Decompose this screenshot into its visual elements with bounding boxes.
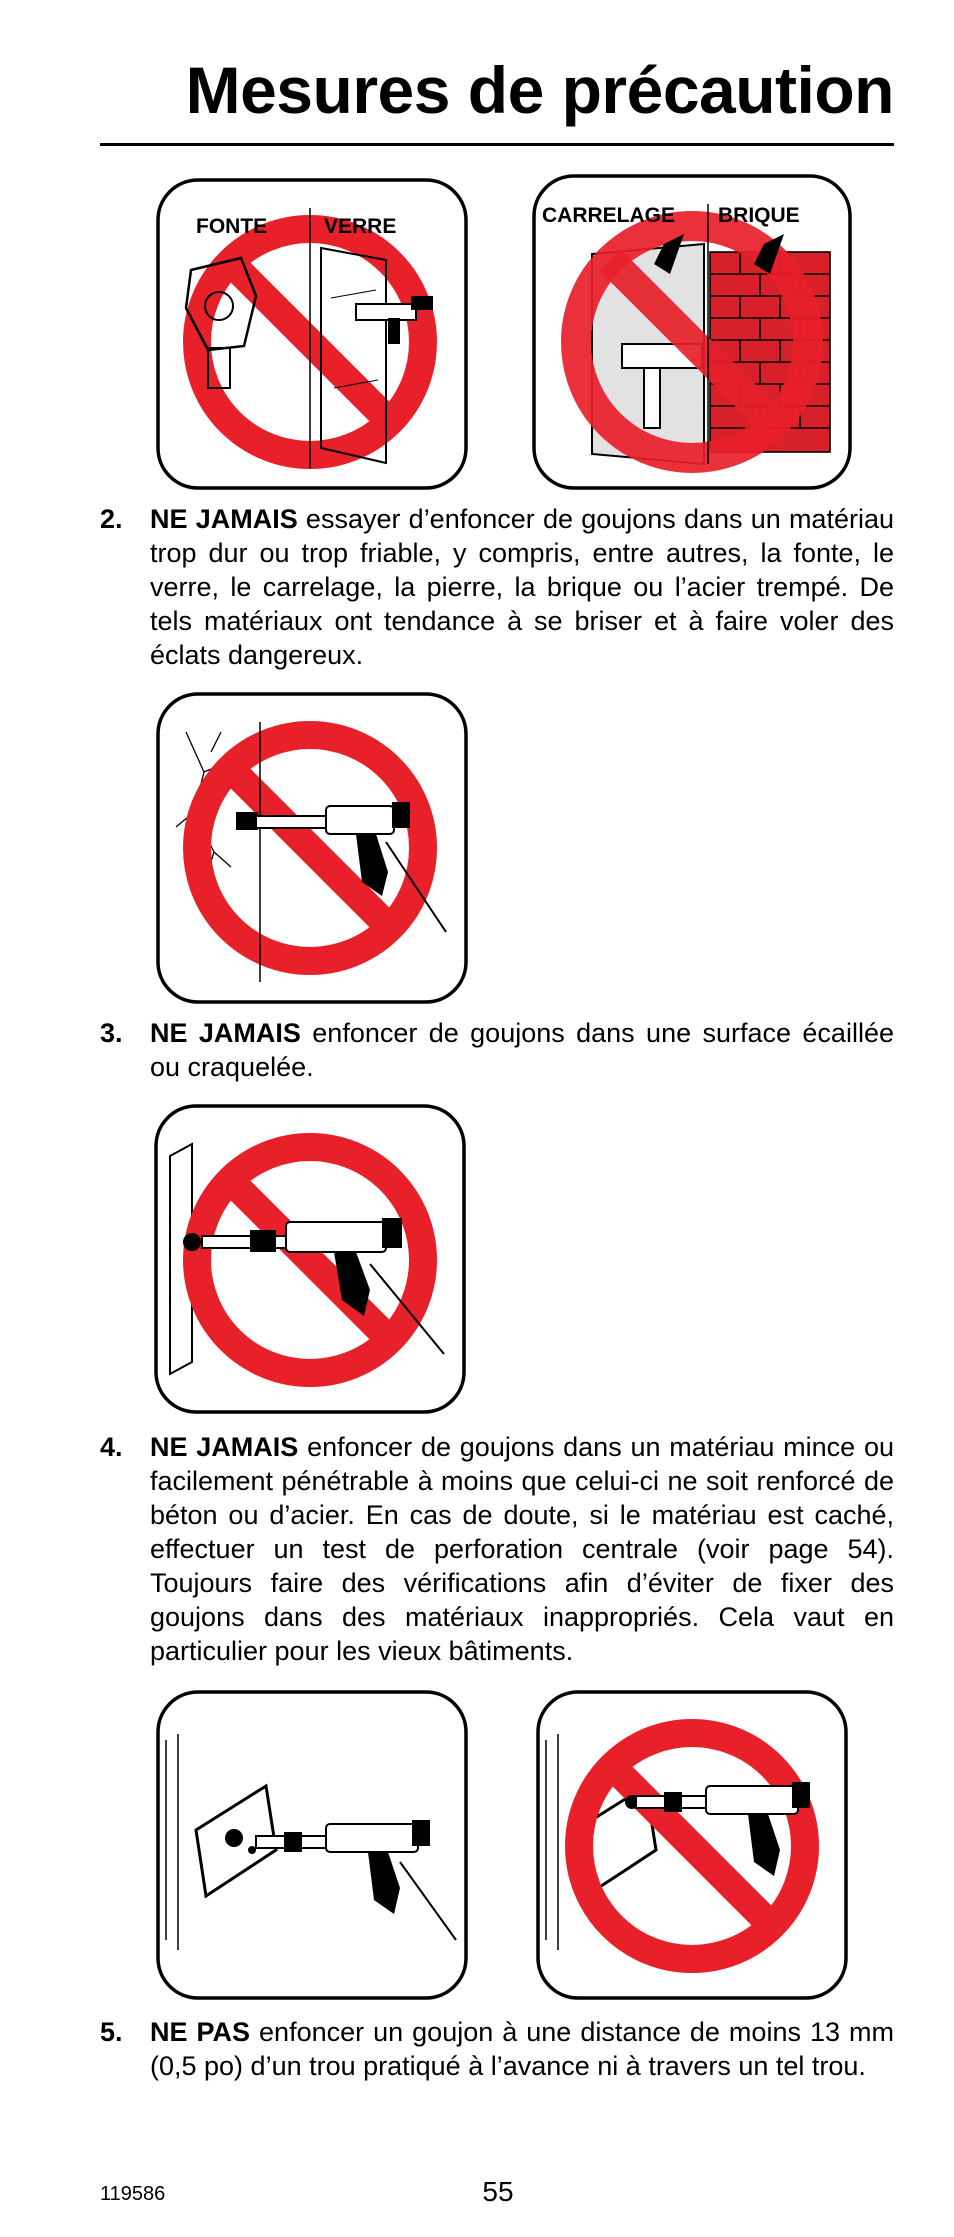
document-code: 119586 — [100, 2183, 166, 2205]
item-body — [150, 1016, 894, 1084]
figure-thin-material-prohibited — [154, 1104, 466, 1414]
precaution-item-5 — [100, 2015, 894, 2083]
item-number: 4. — [100, 1432, 123, 1462]
item-lead: NE PAS — [150, 2017, 251, 2047]
page-number: 55 — [482, 2176, 514, 2207]
figure-label: BRIQUE — [718, 204, 800, 227]
item-text: essayer d’enfoncer de goujons dans un matériau trop dur ou trop friable, y compris, entre autres, la fonte, le verre, le carrelage, la pierre, la brique ou l’acier trempé. De tels matériaux ont tendance à se briser et à faire voler des éclats dangereux. — [150, 504, 894, 670]
page-title: Mesures de précaution — [185, 53, 894, 127]
precaution-item-4 — [100, 1430, 894, 1668]
item-number: 2. — [100, 504, 123, 534]
item-number: 5. — [100, 2017, 123, 2047]
item-lead: NE JAMAIS — [150, 1432, 299, 1462]
item-body — [150, 502, 894, 672]
figure-hole-distance-correct — [156, 1690, 468, 2000]
item-lead: NE JAMAIS — [150, 1018, 301, 1048]
item-text: enfoncer de goujons dans une surface écaillée ou craquelée. — [150, 1018, 894, 1082]
figure-tile-brick-prohibited — [532, 174, 852, 490]
item-body — [150, 2015, 894, 2083]
item-body — [150, 1430, 894, 1668]
figure-cast-iron-glass-prohibited — [156, 178, 468, 490]
figure-label: VERRE — [324, 215, 397, 238]
precaution-item-3 — [100, 1016, 894, 1084]
item-text: enfoncer un goujon à une distance de moins 13 mm (0,5 po) d’un trou pratiqué à l’avance ni à travers un tel trou. — [150, 2017, 894, 2081]
item-number: 3. — [100, 1018, 123, 1048]
figure-hole-distance-prohibited — [536, 1690, 848, 2000]
title-rule — [100, 143, 894, 146]
precaution-item-2 — [100, 502, 894, 672]
figure-label: FONTE — [196, 215, 268, 238]
figure-cracked-surface-prohibited — [156, 692, 468, 1004]
item-lead: NE JAMAIS — [150, 504, 298, 534]
figure-label: CARRELAGE — [542, 204, 676, 227]
item-text: enfoncer de goujons dans un matériau mince ou facilement pénétrable à moins que celui-ci ne soit renforcé de béton ou d’acier. En cas de doute, si le matériau est caché, effectuer un test de perforation centrale (voir page 54). Toujours faire des vérifications afin d’éviter de fixer des goujons dans des matériaux inappropriés. Cela vaut en particulier pour les vieux bâtiments. — [150, 1432, 894, 1666]
